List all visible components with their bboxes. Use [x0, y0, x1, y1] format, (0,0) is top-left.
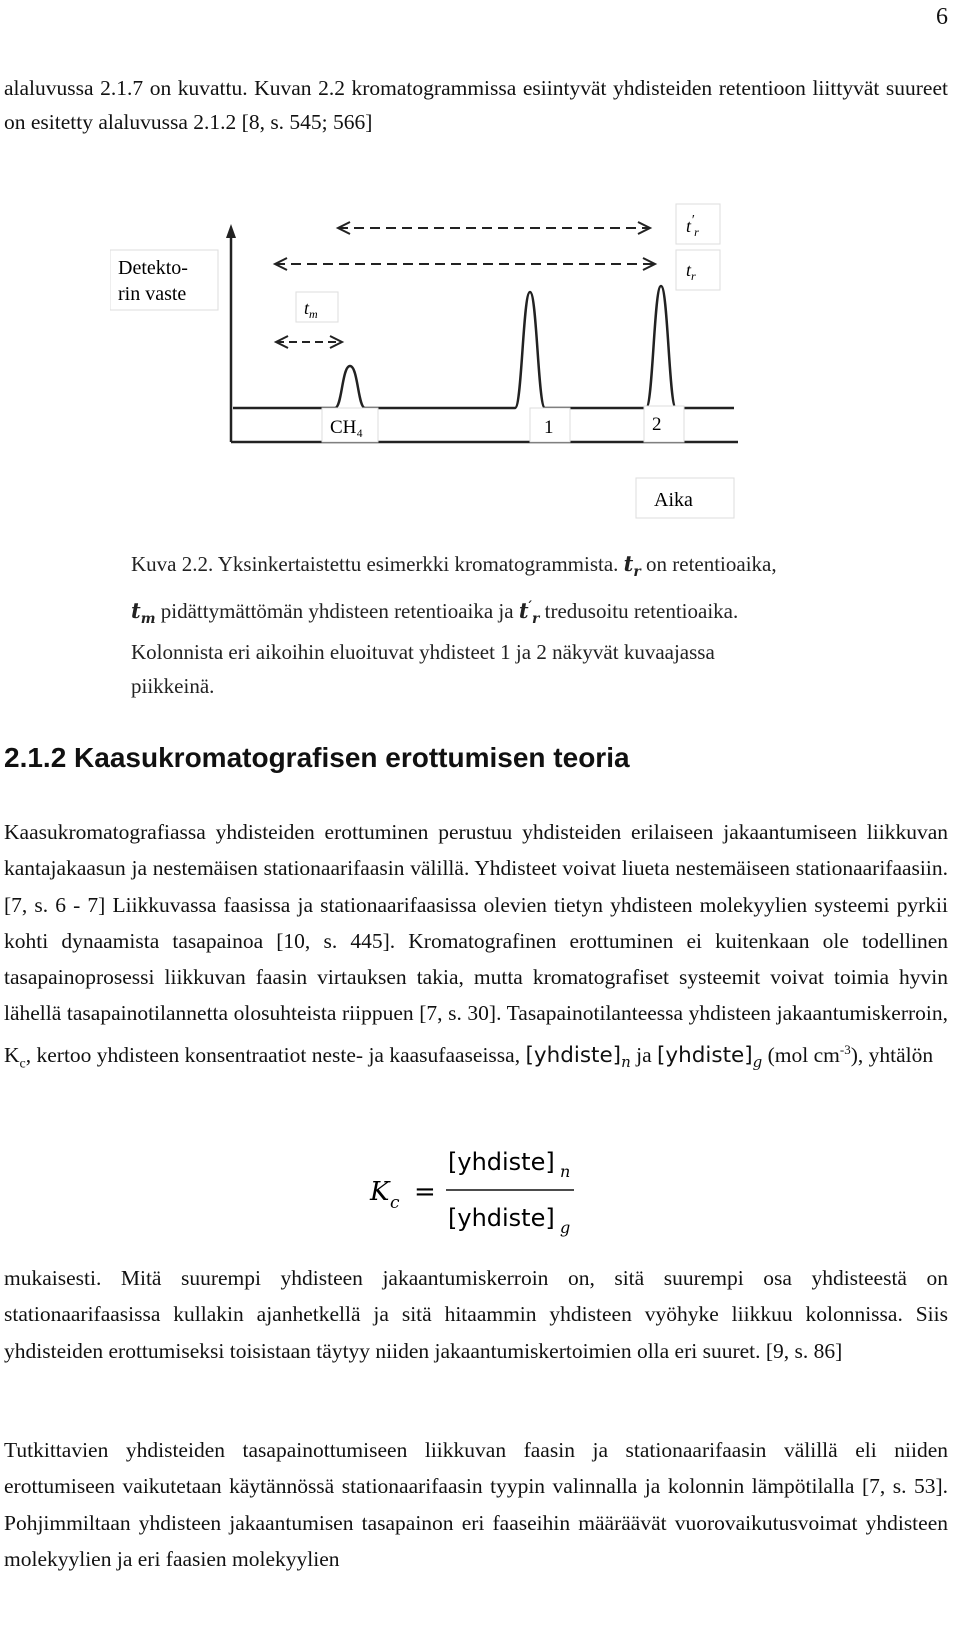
- peak-label-2: 2: [652, 414, 662, 435]
- caption-tr-symbol: t: [623, 551, 634, 576]
- eq-equals: =: [414, 1177, 436, 1207]
- theory-bracket-n: [yhdiste]: [525, 1042, 622, 1068]
- theory-ja: ja: [636, 1042, 652, 1067]
- eq-denominator: [yhdiste]: [448, 1204, 555, 1232]
- theory-sub-g: g: [752, 1052, 763, 1071]
- intro-paragraph: alaluvussa 2.1.7 on kuvattu. Kuvan 2.2 kromatogrammissa esiintyvät yhdisteiden retentioon liittyvät suureet on esitetty alaluvussa 2.1.2 [8, s. 545; 566]: [4, 76, 948, 134]
- caption-part2: on retentioaika,: [646, 552, 777, 576]
- eq-numerator: [yhdiste]: [448, 1148, 555, 1176]
- tr-label: $t_r$: [686, 260, 696, 283]
- caption-tm-symbol: t: [131, 597, 141, 623]
- theory-bracket-g: [yhdiste]: [657, 1042, 753, 1068]
- caption-part4: tredusoitu retentioaika. Kolonnista eri aikoihin eluoituvat yhdisteet 1 ja 2 näkyvät kuvaajassa piikkeinä.: [131, 598, 739, 698]
- theory-unit-pre: (mol cm: [767, 1042, 840, 1067]
- caption-trp-symbol: t: [518, 597, 529, 623]
- caption-tr-sub: r: [633, 564, 641, 581]
- trp-label: $t'_r$: [686, 213, 699, 239]
- peak-label-ch4: CH₄: [330, 417, 364, 438]
- theory-paragraph: [4, 814, 948, 1083]
- peak-label-1: 1: [544, 417, 554, 438]
- theory-unit-exp: -3: [839, 1041, 851, 1057]
- last-paragraph: Tutkittavien yhdisteiden tasapainottumiseen liikkuvan faasin ja stationaarifaasin välillä eli niiden erottumiseen vaikutetaan käytännössä stationaarifaasin tyypin valinnalla ja kolonnin lämpötilalla [7, s. 53]. Pohjimmiltaan yhdisteen jakaantumisen tasapainon eri faaseihin määräävät vuorovaikutusvoimat yhdisteen molekyylien ja eri faasien molekyylien: [4, 1438, 948, 1571]
- after-equation-paragraph: mukaisesti. Mitä suurempi yhdisteen jakaantumiskerroin on, sitä suurempi osa yhdisteestä on stationaarifaasissa kullakin ajanhetkellä ja sitä hitaammin yhdisteen vyöhyke liikkuu kolonnissa. Siis yhdisteiden erottumiseksi toisistaan täytyy niiden jakaantumiskertoimien olla eri suuret. [9, s. 86]: [4, 1266, 948, 1363]
- partition-equation: [366, 1130, 606, 1250]
- y-axis-arrowhead: [226, 224, 236, 238]
- caption-label: Kuva 2.2.: [131, 552, 214, 576]
- theory-text2: , kertoo yhdisteen konsentraatiot neste- ja kaasufaaseissa,: [25, 1042, 521, 1067]
- caption-tm-sub: m: [140, 610, 156, 627]
- chromatogram-figure: [110, 198, 770, 543]
- eq-numerator-sub: n: [560, 1162, 571, 1181]
- tm-label: $t_m$: [304, 298, 318, 321]
- page-number: 6: [936, 4, 948, 30]
- figure-caption: [131, 547, 791, 703]
- theory-sub-n: n: [621, 1052, 631, 1071]
- caption-trp-sub: r: [531, 610, 540, 627]
- caption-part1: Yksinkertaistettu esimerkki kromatogrammista.: [217, 552, 619, 576]
- caption-trp-prime: ′: [528, 598, 532, 614]
- theory-unit-post: ), yhtälön: [850, 1042, 934, 1067]
- y-label-line2: rin vaste: [118, 283, 187, 305]
- section-heading: 2.1.2 Kaasukromatografisen erottumisen teoria: [4, 742, 630, 773]
- theory-text: Kaasukromatografiassa yhdisteiden erottuminen perustuu yhdisteiden erilaiseen jakaantumiseen liikkuvan kantajakaasun ja nestemäisen stationaarifaasin välillä. Yhdisteet voivat liueta nestemäiseen stationaarifaasiin. [7, s. 6 - 7] Liikkuvassa faasissa ja stationaarifaasissa olevien tietyn yhdisteen molekyylien systeemi pyrkii kohti dynaamista tasapainoa [10, s. 445]. Kromatografinen erottuminen ei kuitenkaan ole todellinen tasapainoprosessi liikkuvan faasin virtauksen takia, mutta kromatografiset systeemit voivat toimia hyvin lähellä tasapainotilannetta olosuhteista riippuen [7, s. 30]. Tasapainotilanteessa yhdisteen jakaantumiskerroin, K: [4, 820, 948, 1067]
- peak-label-box-2: [644, 406, 684, 442]
- eq-denominator-sub: g: [560, 1218, 571, 1237]
- eq-lhs-sub: c: [390, 1193, 400, 1213]
- x-label: Aika: [654, 489, 693, 511]
- eq-lhs: K: [370, 1177, 390, 1207]
- tr-label-box: [676, 250, 720, 290]
- theory-kc-sub: c: [19, 1056, 26, 1072]
- caption-part3: pidättymättömän yhdisteen retentioaika ja: [160, 598, 514, 623]
- y-label-line1: Detekto-: [118, 257, 188, 279]
